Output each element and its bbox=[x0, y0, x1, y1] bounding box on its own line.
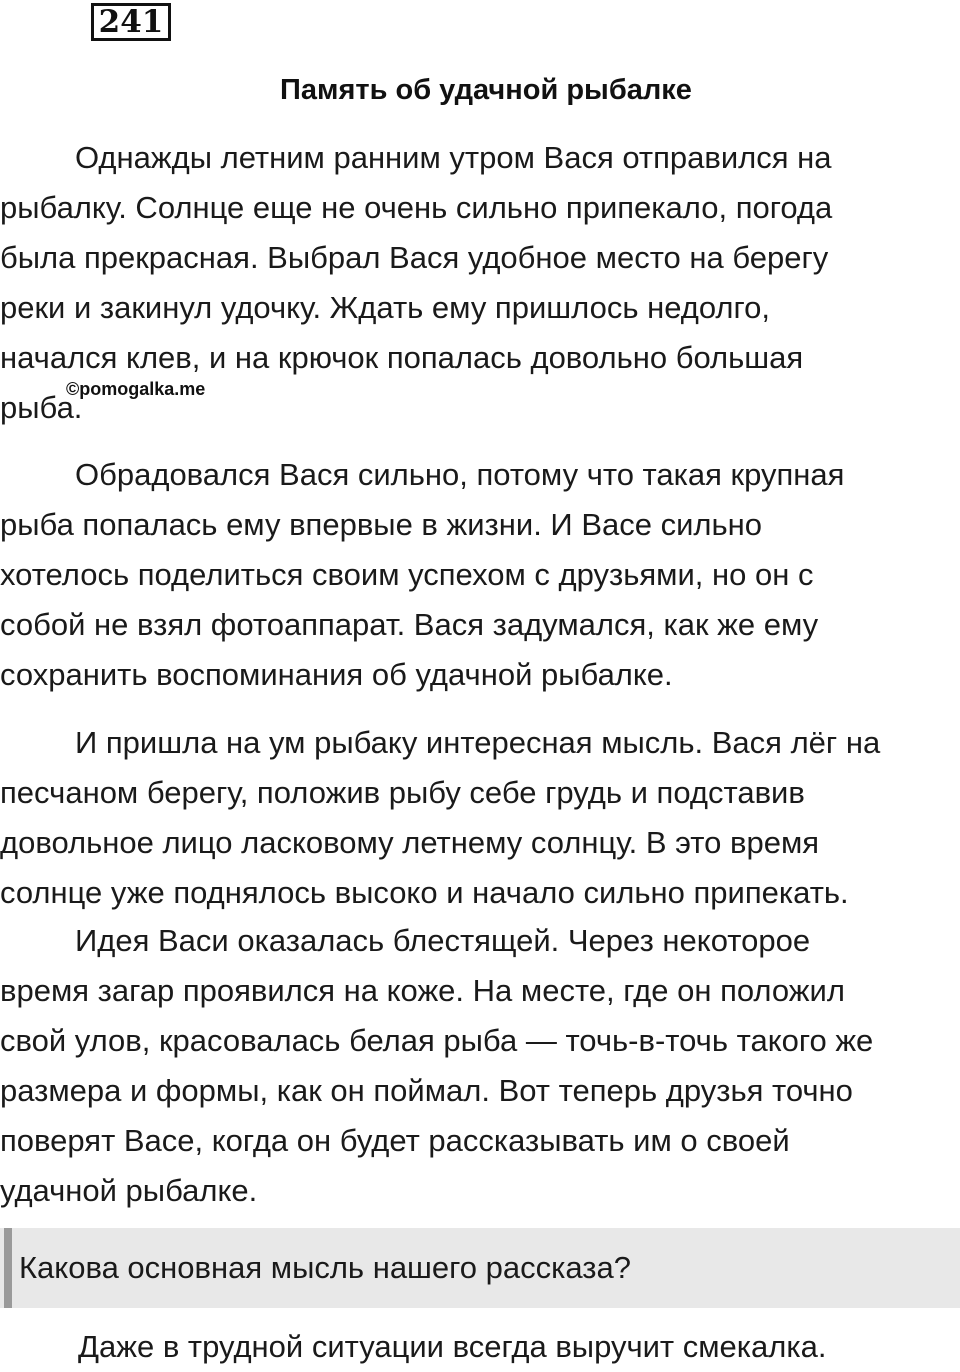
question-box bbox=[0, 1228, 960, 1308]
paragraph-1-line-4: реки и закинул удочку. Ждать ему пришлось недолго, bbox=[0, 290, 770, 325]
paragraph-2-line-4: собой не взял фотоаппарат. Вася задумался, как же ему bbox=[0, 607, 819, 642]
paragraph-3-line-4: солнце уже поднялось высоко и начало сильно припекать. bbox=[0, 875, 849, 910]
question-accent-bar bbox=[4, 1228, 12, 1308]
paragraph-4-line-3: свой улов, красовалась белая рыба — точь-в-точь такого же bbox=[0, 1023, 874, 1058]
paragraph-1-line-5: начался клев, и на крючок попалась довольно большая bbox=[0, 340, 804, 375]
paragraph-3-line-1: И пришла на ум рыбаку интересная мысль. Вася лёг на bbox=[75, 725, 881, 760]
paragraph-1-line-2: рыбалку. Солнце еще не очень сильно припекало, погода bbox=[0, 190, 833, 225]
paragraph-2-line-1: Обрадовался Вася сильно, потому что такая крупная bbox=[75, 457, 845, 492]
question-text: Какова основная мысль нашего рассказа? bbox=[19, 1250, 631, 1285]
paragraph-4-line-4: размера и формы, как он поймал. Вот теперь друзья точно bbox=[0, 1073, 853, 1108]
paragraph-4-line-2: время загар проявился на коже. На месте, где он положил bbox=[0, 973, 845, 1008]
paragraph-2-line-5: сохранить воспоминания об удачной рыбалке. bbox=[0, 657, 673, 692]
paragraph-1-line-6: рыба. bbox=[0, 390, 83, 425]
answer-text: Даже в трудной ситуации всегда выручит смекалка. bbox=[78, 1329, 827, 1364]
paragraph-3-line-2: песчаном берегу, положив рыбу себе грудь и подставив bbox=[0, 775, 805, 810]
watermark: ©pomogalka.me bbox=[66, 379, 206, 399]
task-number-badge: 241 bbox=[91, 3, 171, 41]
story-title: Память об удачной рыбалке bbox=[280, 74, 692, 106]
paragraph-4-line-5: поверят Васе, когда он будет рассказывать им о своей bbox=[0, 1123, 790, 1158]
paragraph-1-line-1: Однажды летним ранним утром Вася отправился на bbox=[75, 140, 832, 175]
paragraph-3-line-3: довольное лицо ласковому летнему солнцу. В это время bbox=[0, 825, 820, 860]
paragraph-2-line-2: рыба попалась ему впервые в жизни. И Васе сильно bbox=[0, 507, 763, 542]
paragraph-4-line-6: удачной рыбалке. bbox=[0, 1173, 258, 1208]
paragraph-2-line-3: хотелось поделиться своим успехом с друзьями, но он с bbox=[0, 557, 814, 592]
paragraph-4-line-1: Идея Васи оказалась блестящей. Через некоторое bbox=[75, 923, 811, 958]
paragraph-1-line-3: была прекрасная. Выбрал Вася удобное место на берегу bbox=[0, 240, 829, 275]
